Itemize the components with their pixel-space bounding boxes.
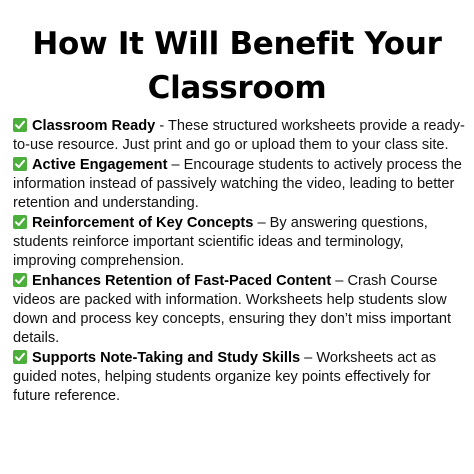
benefit-heading: Classroom Ready: [32, 118, 156, 134]
benefit-text: Crash Course videos are packed with information. Worksheets help students slow down and process key concepts, ensuring they don’t miss important details.: [13, 273, 452, 346]
benefit-separator: -: [155, 118, 169, 134]
benefit-separator: –: [300, 349, 317, 366]
benefit-text: By answering questions, students reinforce important scientific ideas and terminology, improving comprehension.: [13, 215, 428, 269]
benefit-text: Worksheets act as guided notes, helping students organize key points effectively for future reference.: [13, 349, 437, 404]
benefit-active-engagement: [13, 156, 465, 212]
benefit-separator: –: [253, 215, 270, 232]
benefit-heading: Active Engagement: [32, 157, 168, 174]
benefit-heading: Supports Note-Taking and Study Skills: [32, 349, 301, 366]
page-title-line-1: How It Will Benefit Your: [32, 26, 442, 62]
check-mark-icon: [13, 273, 27, 287]
check-mark-icon: [13, 157, 27, 171]
benefit-text: Encourage students to actively process the information instead of passively watching the video, leading to better retention and understanding.: [13, 157, 462, 211]
benefit-enhances-retention: [13, 272, 465, 347]
check-mark-icon: [13, 118, 27, 132]
benefit-reinforcement: [13, 214, 465, 270]
benefit-note-taking: [13, 349, 465, 405]
benefit-classroom-ready: [13, 117, 465, 155]
benefit-separator: –: [167, 157, 184, 174]
check-mark-icon: [13, 350, 27, 364]
check-mark-icon: [13, 215, 27, 229]
page-title-line-2: Classroom: [147, 70, 327, 106]
benefit-separator: –: [331, 273, 348, 290]
benefit-heading: Reinforcement of Key Concepts: [32, 215, 254, 232]
benefit-heading: Enhances Retention of Fast-Paced Content: [32, 273, 332, 290]
benefit-text: These structured worksheets provide a ready-to-use resource. Just print and go or upload them to your class site.: [13, 118, 465, 153]
page-title: [0, 22, 474, 110]
benefits-list: [13, 117, 465, 407]
